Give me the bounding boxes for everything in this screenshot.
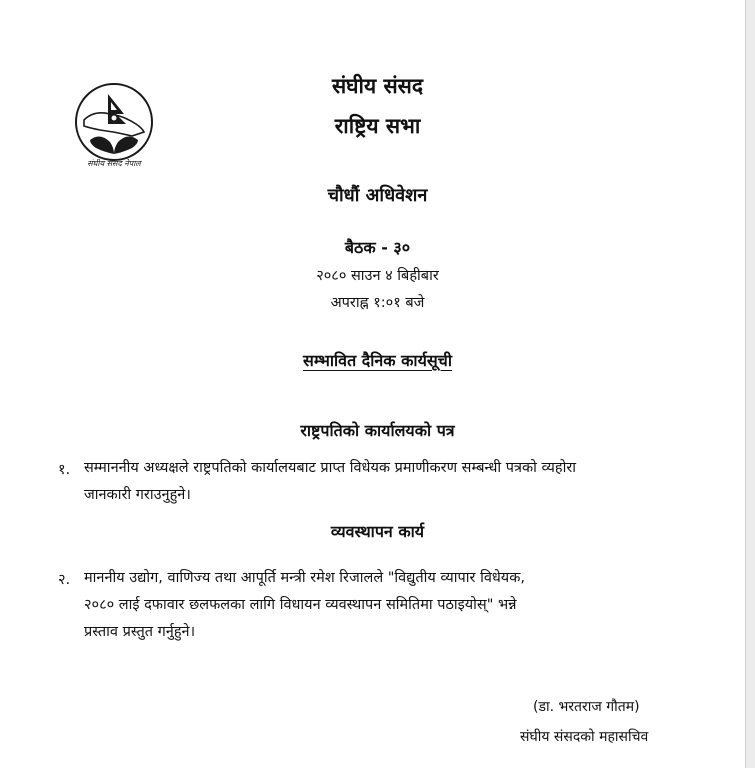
agenda-item-1-line: जानकारी गराउनुहुने। (84, 487, 191, 503)
parliament-title: संघीय संसद (331, 74, 424, 98)
session-title: चौधौं अधिवेशन (327, 185, 428, 206)
agenda-item-1-line: सम्माननीय अध्यक्षले राष्ट्रपतिको कार्यालयबाट प्राप्त विधेयक प्रमाणीकरण सम्बन्धी पत्रको व्यहोरा (84, 460, 577, 476)
logo-text: संघीय संसद नेपाल (87, 159, 141, 168)
meeting-time: अपराह्न १:०१ बजे (330, 295, 425, 311)
agenda-item-2-line: माननीय उद्योग, वाणिज्य तथा आपूर्ति मन्त्री रमेश रिजालले "विद्युतीय व्यापार विधेयक, (84, 570, 525, 586)
house-title: राष्ट्रिय सभा (334, 114, 421, 138)
agenda-item-2-line: २०८० लाई दफावार छलफलका लागि विधायन व्यवस्थापन समितिमा पठाइयोस्" भन्ने (84, 597, 517, 613)
section-heading-president-office: राष्ट्रपतिको कार्यालयको पत्र (300, 421, 455, 440)
meeting-number: बैठक - ३० (344, 238, 411, 257)
signatory-title: संघीय संसदको महासचिव (520, 729, 649, 745)
agenda-title: सम्भावित दैनिक कार्यसूची (303, 351, 452, 370)
item-number: २. (58, 572, 71, 588)
agenda-item-1 (84, 455, 694, 509)
item-number: १. (58, 462, 71, 478)
meeting-date: २०८० साउन ४ बिहीबार (316, 268, 439, 284)
signatory-name: (डा. भरतराज गौतम) (533, 699, 640, 715)
section-heading-legislation: व्यवस्थापन कार्य (330, 522, 425, 541)
agenda-item-2 (84, 565, 699, 646)
agenda-item-2-line: प्रस्ताव प्रस्तुत गर्नुहुने। (84, 624, 196, 640)
